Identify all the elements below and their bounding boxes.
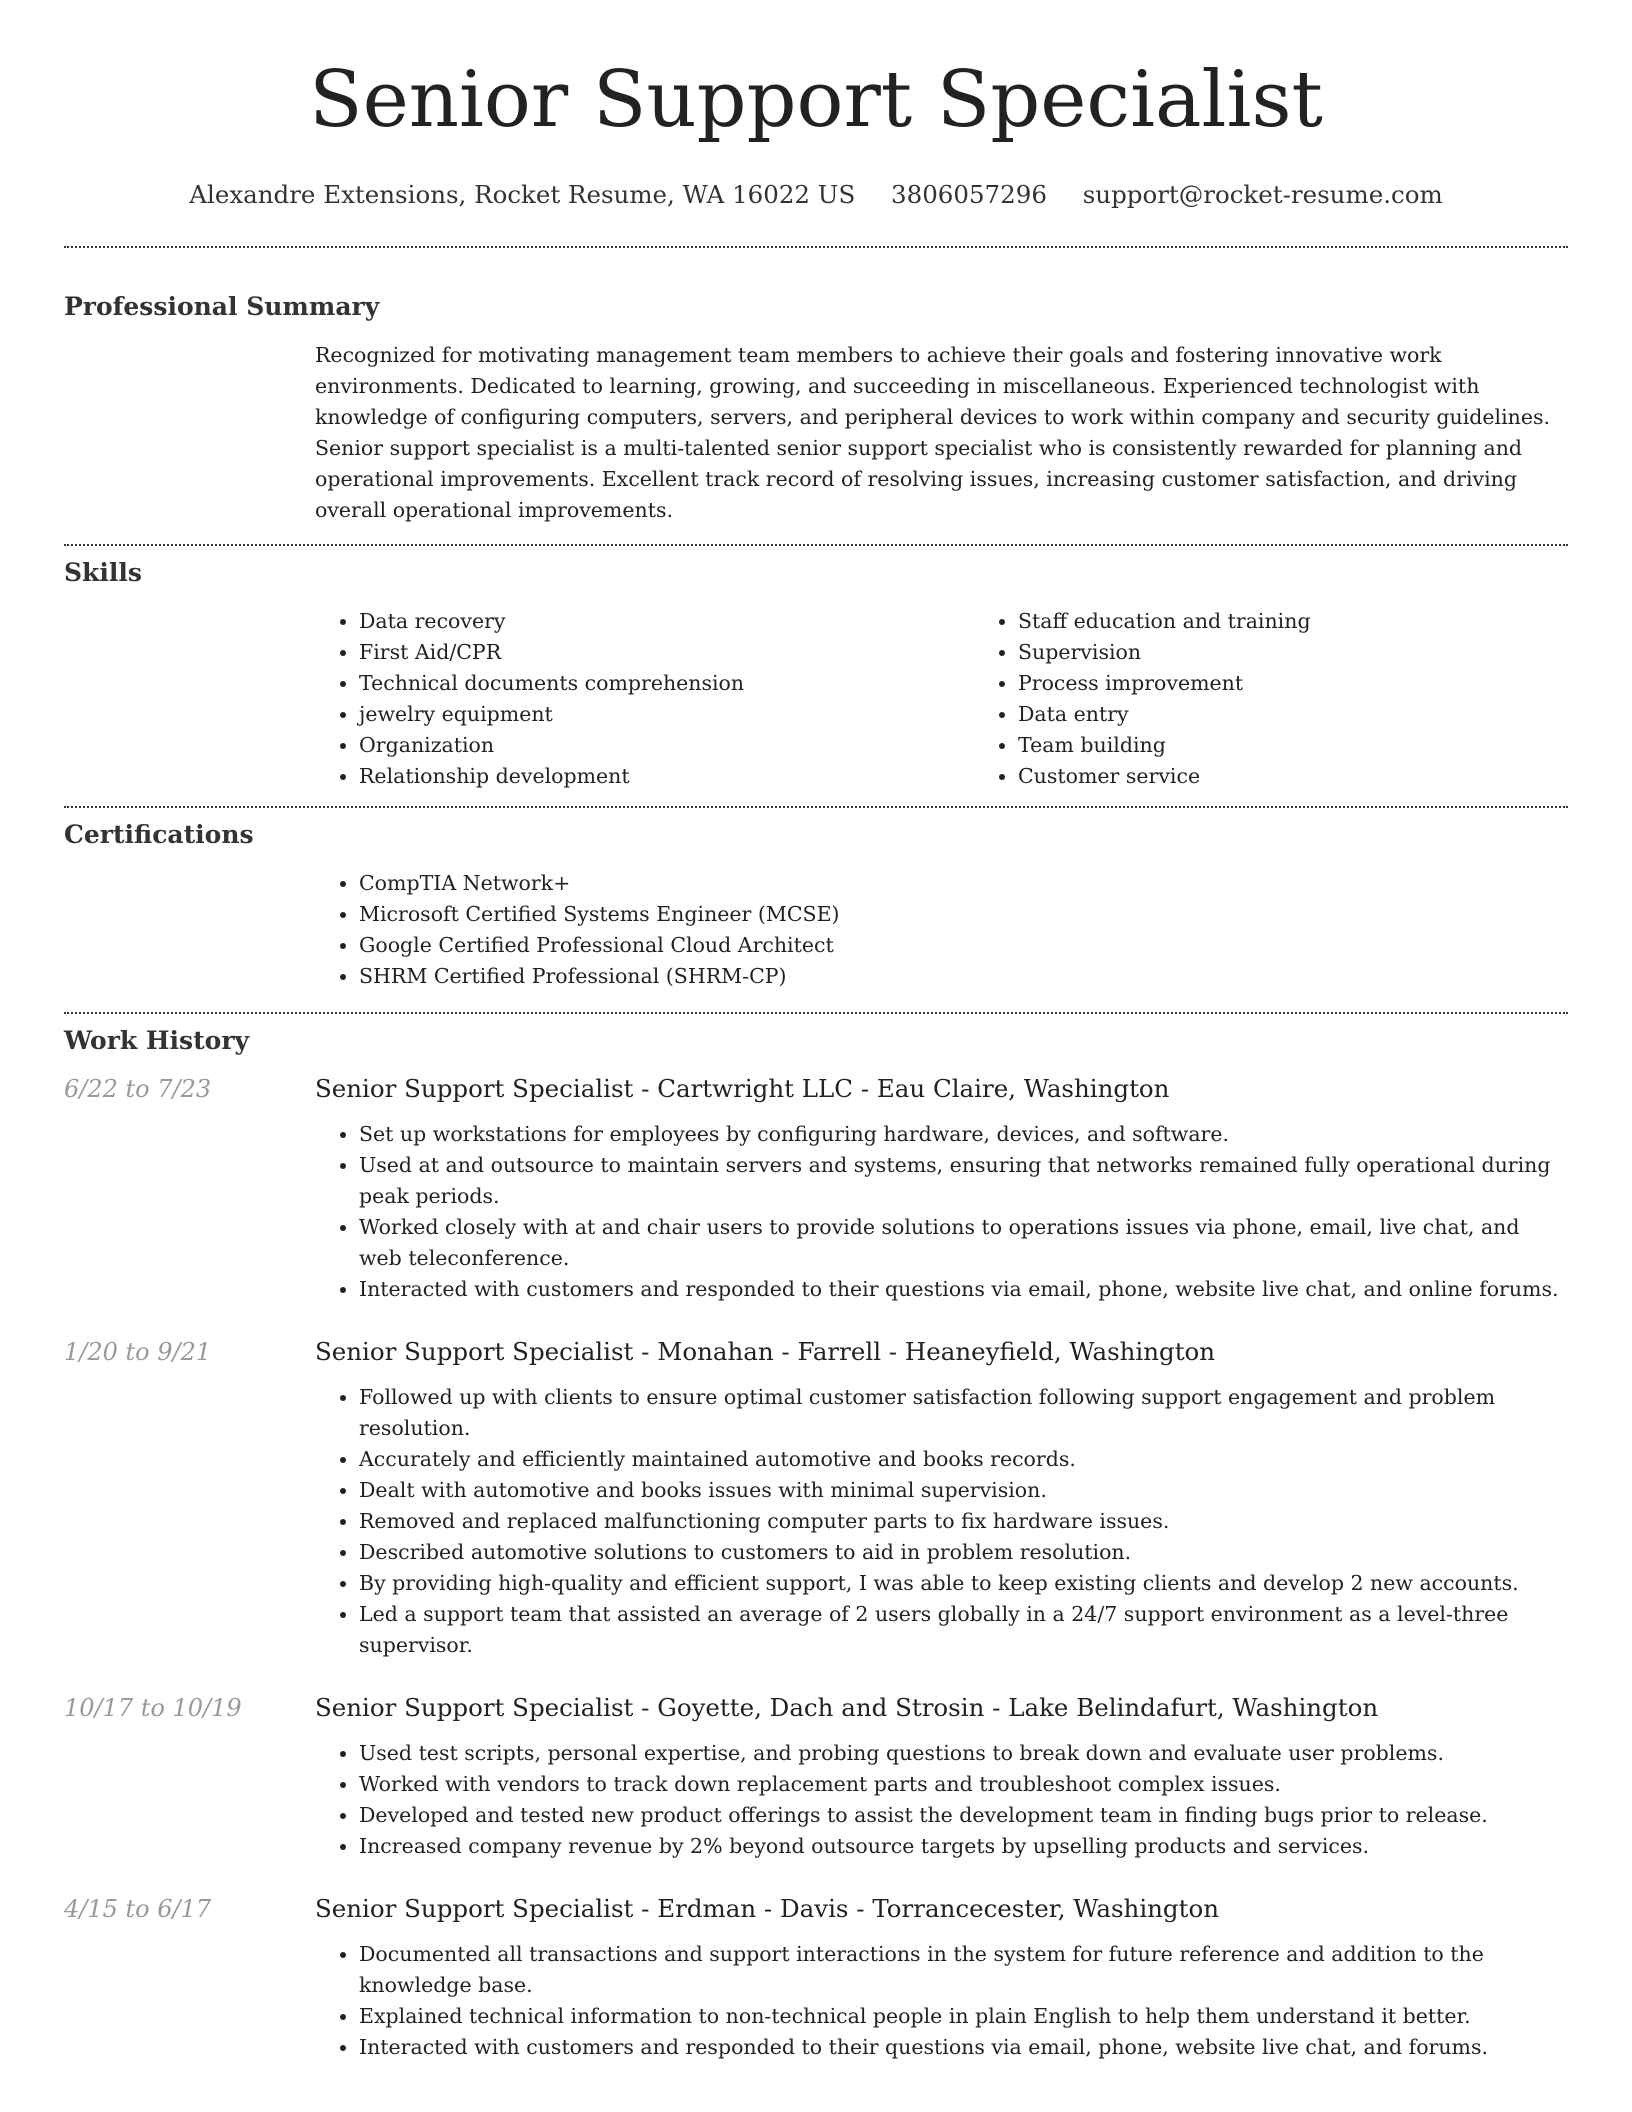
- job-entry: [64, 1072, 1568, 1305]
- job-title: Senior Support Specialist - Erdman - Davis - Torrancecester, Washington: [315, 1894, 1219, 1923]
- job-bullet: • Explained technical information to non-technical people in plain English to help them understand it better.: [359, 2001, 1568, 2032]
- job-entry: [64, 1892, 1568, 2063]
- job-entry: [64, 1335, 1568, 1661]
- job-dates: 10/17 to 10/19: [64, 1694, 242, 1722]
- job-bullets: [315, 1939, 1568, 2063]
- job-bullet: • Led a support team that assisted an average of 2 users globally in a 24/7 support environment as a level-three supervisor.: [359, 1599, 1568, 1661]
- skills-list-right: [974, 606, 1632, 792]
- job-bullet: • Interacted with customers and responded to their questions via email, phone, website live chat, and online forums.: [359, 1274, 1568, 1305]
- skills-columns: [315, 606, 1568, 792]
- certification-item: • SHRM Certified Professional (SHRM-CP): [359, 961, 1568, 992]
- job-dates: 4/15 to 6/17: [64, 1895, 212, 1923]
- job-bullet: • Used at and outsource to maintain servers and systems, ensuring that networks remained fully operational during peak periods.: [359, 1150, 1568, 1212]
- section-title: Professional Summary: [64, 292, 380, 321]
- work-history-section: [64, 1014, 1568, 2063]
- certifications-section: [64, 808, 1568, 1012]
- job-bullet: • By providing high-quality and efficient support, I was able to keep existing clients and develop 2 new accounts.: [359, 1568, 1568, 1599]
- summary-text: Recognized for motivating management team members to achieve their goals and fostering innovative work environments. Dedicated to learning, growing, and succeeding in miscellaneous. Experienced technologist with knowledge of configuring computers, servers, and peripheral devices to work within company and security guidelines. Senior support specialist is a multi-talented senior support specialist who is consistently rewarded for planning and operational improvements. Excellent track record of resolving issues, increasing customer satisfaction, and driving overall operational improvements.: [315, 343, 1551, 522]
- contact-phone: 3806057296: [891, 180, 1047, 209]
- job-title: Senior Support Specialist - Goyette, Dach and Strosin - Lake Belindafurt, Washington: [315, 1693, 1379, 1722]
- job-title: Senior Support Specialist - Cartwright LLC - Eau Claire, Washington: [315, 1074, 1170, 1103]
- skills-list-left: [315, 606, 974, 792]
- job-bullet: • Described automotive solutions to customers to aid in problem resolution.: [359, 1537, 1568, 1568]
- job-bullet: • Increased company revenue by 2% beyond outsource targets by upselling products and services.: [359, 1831, 1568, 1862]
- section-title: Work History: [64, 1026, 250, 1055]
- contact-email: support@rocket-resume.com: [1082, 180, 1443, 209]
- skill-item: • Data entry: [1018, 699, 1632, 730]
- skill-item: • jewelry equipment: [359, 699, 974, 730]
- job-bullet: • Dealt with automotive and books issues with minimal supervision.: [359, 1475, 1568, 1506]
- certification-item: • Google Certified Professional Cloud Architect: [359, 930, 1568, 961]
- skill-item: • Organization: [359, 730, 974, 761]
- contact-line: [64, 178, 1568, 212]
- skill-item: • Staff education and training: [1018, 606, 1632, 637]
- professional-summary-section: [64, 248, 1568, 544]
- section-title: Skills: [64, 558, 142, 587]
- job-dates: 6/22 to 7/23: [64, 1075, 212, 1103]
- certification-item: • CompTIA Network+: [359, 868, 1568, 899]
- job-bullets: [315, 1382, 1568, 1661]
- job-duties: [315, 1382, 1568, 1661]
- job-bullet: • Documented all transactions and support interactions in the system for future reference and addition to the knowledge base.: [359, 1939, 1568, 2001]
- job-bullet: • Accurately and efficiently maintained automotive and books records.: [359, 1444, 1568, 1475]
- job-bullet: • Worked with vendors to track down replacement parts and troubleshoot complex issues.: [359, 1769, 1568, 1800]
- certifications-list: [315, 868, 1568, 992]
- job-bullets: [315, 1119, 1568, 1305]
- skill-item: • Team building: [1018, 730, 1632, 761]
- skill-item: • Customer service: [1018, 761, 1632, 792]
- job-title: Senior Support Specialist - Monahan - Farrell - Heaneyfield, Washington: [315, 1337, 1216, 1366]
- job-duties: [315, 1738, 1568, 1862]
- skill-item: • Data recovery: [359, 606, 974, 637]
- job-duties: [315, 1119, 1568, 1305]
- job-duties: [315, 1939, 1568, 2063]
- skill-item: • Technical documents comprehension: [359, 668, 974, 699]
- job-bullet: • Used test scripts, personal expertise, and probing questions to break down and evaluate user problems.: [359, 1738, 1568, 1769]
- skill-item: • First Aid/CPR: [359, 637, 974, 668]
- certification-item: • Microsoft Certified Systems Engineer (MCSE): [359, 899, 1568, 930]
- job-bullets: [315, 1738, 1568, 1862]
- job-dates: 1/20 to 9/21: [64, 1338, 212, 1366]
- resume-title: Senior Support Specialist: [309, 55, 1323, 145]
- section-title: Certifications: [64, 820, 254, 849]
- contact-address: Alexandre Extensions, Rocket Resume, WA 16022 US: [189, 180, 856, 209]
- certifications-content: [315, 868, 1568, 992]
- skills-section: [64, 546, 1568, 806]
- job-bullet: • Followed up with clients to ensure optimal customer satisfaction following support engagement and problem resolution.: [359, 1382, 1568, 1444]
- job-bullet: • Developed and tested new product offerings to assist the development team in finding bugs prior to release.: [359, 1800, 1568, 1831]
- job-bullet: • Removed and replaced malfunctioning computer parts to fix hardware issues.: [359, 1506, 1568, 1537]
- job-bullet: • Interacted with customers and responded to their questions via email, phone, website live chat, and forums.: [359, 2032, 1568, 2063]
- skill-item: • Process improvement: [1018, 668, 1632, 699]
- job-bullet: • Worked closely with at and chair users to provide solutions to operations issues via phone, email, live chat, and web teleconference.: [359, 1212, 1568, 1274]
- skill-item: • Supervision: [1018, 637, 1632, 668]
- job-bullet: • Set up workstations for employees by configuring hardware, devices, and software.: [359, 1119, 1568, 1150]
- job-entry: [64, 1691, 1568, 1862]
- skill-item: • Relationship development: [359, 761, 974, 792]
